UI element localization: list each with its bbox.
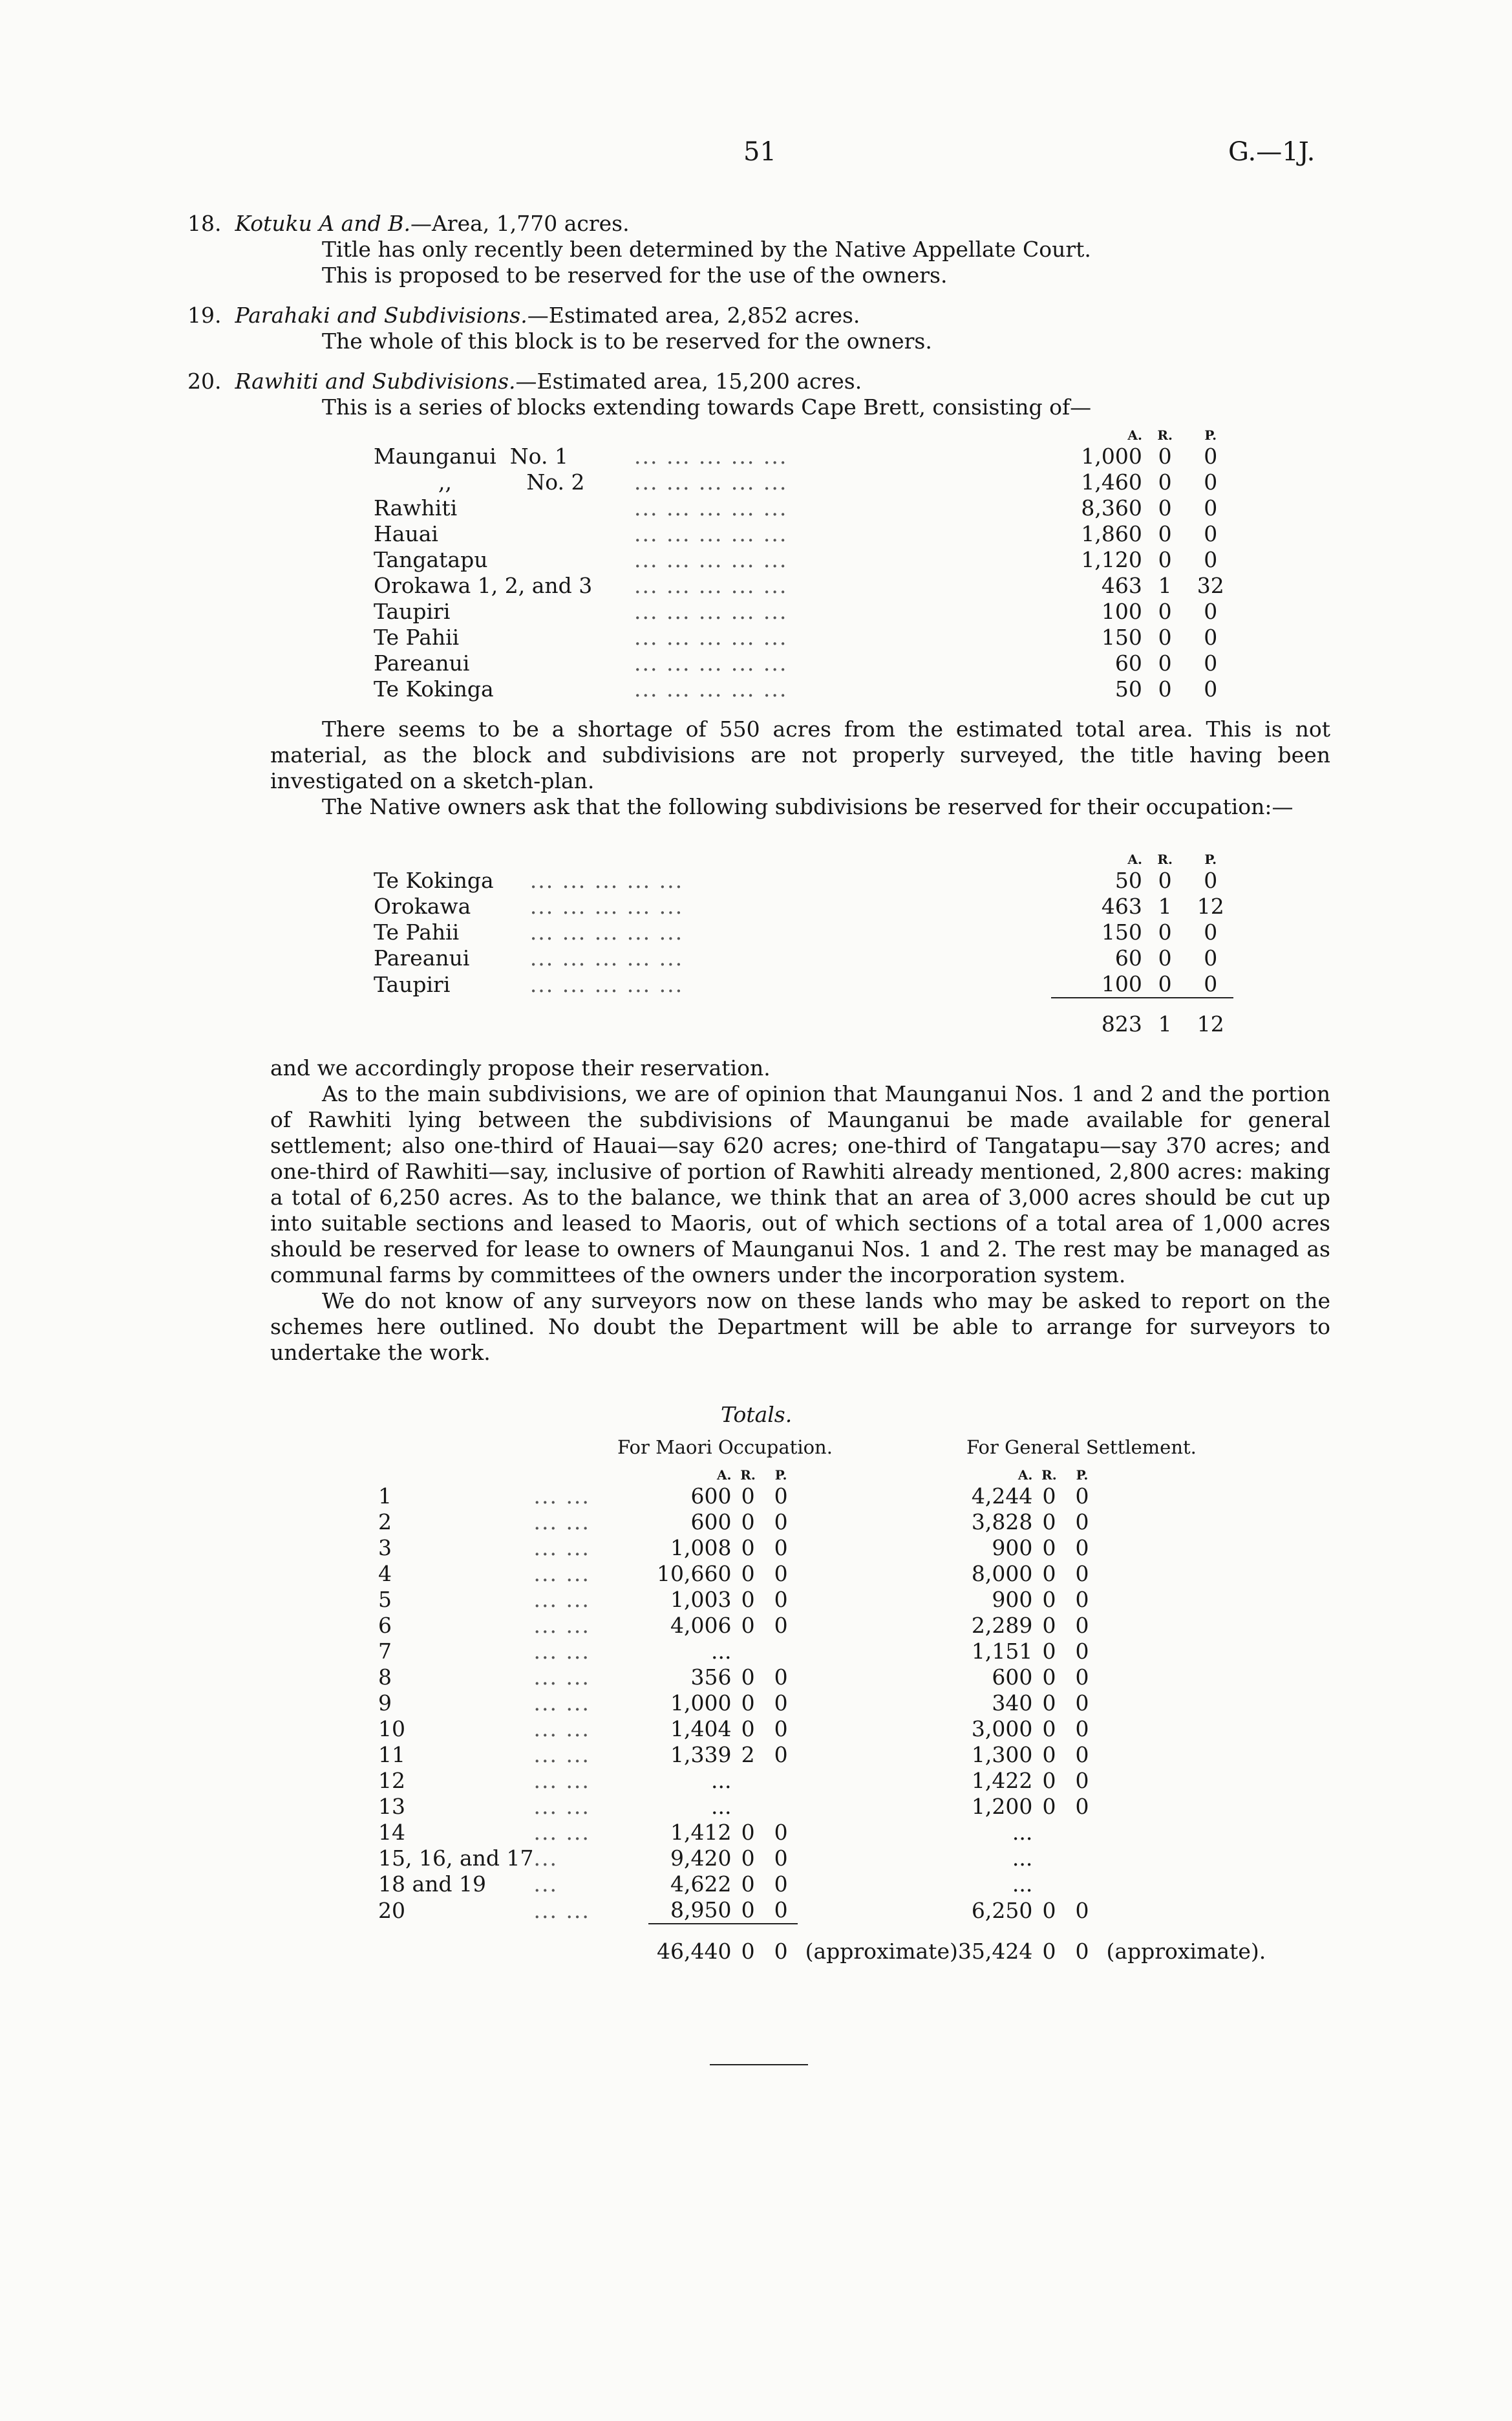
main-subdivisions-paragraph: As to the main subdivisions, we are of opinion that Maunganui Nos. 1 and 2 and the portion of Rawhiti lying between the subdivisions of Maunganui be made available for general settlement; also one-third of Hauai—say 620 acres; one-third of Tangatapu—say 370 acres; and one-third of Rawhiti—say, inclusive of portion of Rawhiti already mentioned, 2,800 acres: making a total of 6,250 acres. As to the balance, we think that an area of 3,000 acres should be cut up into suitable sections and leased to Maoris, out of which sections of a total area of 1,000 acres should be reserved for lease to owners of Maunganui Nos. 1 and 2. The rest may be managed as communal farms by committees of the owners under the incorporation system. (270, 1081, 1330, 1287)
section-19: 19. Parahaki and Subdivisions.—Estimated area, 2,852 acres. (187, 303, 860, 328)
section-20-title: Rawhiti and Subdivisions. (235, 369, 516, 394)
section-18: 18. Kotuku A and B.—Area, 1,770 acres. (187, 211, 630, 236)
table-row: 1 ... ... 600 0 0 4,244 0 0 (378, 1483, 1089, 1509)
table-row: 15, 16, and 17 ... 9,420 0 0 ... (378, 1845, 1033, 1871)
table-row: 5 ... ... 1,003 0 0 900 0 0 (378, 1587, 1089, 1612)
end-rule (710, 2064, 808, 2065)
table-row: 12 ... ... ... 1,422 0 0 (378, 1768, 1089, 1793)
table-row: 20 ... ... 8,950 0 0 6,250 0 0 (378, 1897, 1089, 1923)
table-row: Maunganui No. 1 ... ... ... ... ... 1,000 0 0 (374, 444, 1218, 469)
table-row: 14 ... ... 1,412 0 0 ... (378, 1820, 1033, 1845)
section-19-title: Parahaki and Subdivisions. (235, 303, 527, 328)
section-18-title: Kotuku A and B. (235, 211, 410, 236)
section-18-line-2: This is proposed to be reserved for the use of the owners. (322, 263, 948, 288)
section-20: 20. Rawhiti and Subdivisions.—Estimated area, 15,200 acres. (187, 369, 862, 394)
table-row: Taupiri ... ... ... ... ... 100 0 0 (374, 599, 1218, 624)
table-row: 4 ... ... 10,660 0 0 8,000 0 0 (378, 1561, 1089, 1586)
main-paragraphs (270, 1055, 1330, 1366)
table-row: Pareanui ... ... ... ... ... 60 0 0 (374, 945, 1218, 971)
table-row: Te Pahii ... ... ... ... ... 150 0 0 (374, 920, 1218, 945)
maori-occupation-heading: For Maori Occupation. (617, 1436, 833, 1458)
totals-table (378, 1467, 1335, 1964)
totals-sum-row: 46,440 0 0 (approximate) 35,424 0 0 (approximate). (378, 1924, 1335, 1964)
table-row: Rawhiti ... ... ... ... ... 8,360 0 0 (374, 495, 1218, 521)
table-row: 9 ... ... 1,000 0 0 340 0 0 (378, 1690, 1089, 1716)
table-row: Tangatapu ... ... ... ... ... 1,120 0 0 (374, 547, 1218, 572)
table-header: A. R. P. (1127, 852, 1217, 867)
table-row: Te Kokinga ... ... ... ... ... 50 0 0 (374, 868, 1218, 893)
table-row: 10 ... ... 1,404 0 0 3,000 0 0 (378, 1716, 1089, 1741)
table-total-row: 823 1 12 (374, 998, 1233, 1037)
table-row: Orokawa ... ... ... ... ... 463 1 12 (374, 894, 1224, 919)
rawhiti-blocks-table (374, 427, 1233, 702)
table-header: A. R. P. (1127, 427, 1217, 443)
table-row: Pareanui ... ... ... ... ... 60 0 0 (374, 651, 1218, 676)
section-20-line-1: This is a series of blocks extending towards Cape Brett, consisting of— (322, 394, 1092, 420)
table-row: 8 ... ... 356 0 0 600 0 0 (378, 1664, 1089, 1690)
table-row: 6 ... ... 4,006 0 0 2,289 0 0 (378, 1613, 1089, 1638)
document-reference: G.—1J. (1228, 137, 1315, 167)
table-row: Te Pahii ... ... ... ... ... 150 0 0 (374, 625, 1218, 650)
table-row: 2 ... ... 600 0 0 3,828 0 0 (378, 1509, 1089, 1534)
totals-title: Totals. (721, 1402, 793, 1427)
table-row: 11 ... ... 1,339 2 0 1,300 0 0 (378, 1742, 1089, 1767)
section-18-line-1: Title has only recently been determined by the Native Appellate Court. (322, 237, 1091, 262)
reserved-blocks-table (374, 851, 1233, 1037)
general-settlement-heading: For General Settlement. (966, 1436, 1197, 1458)
table-row: ,, No. 2 ... ... ... ... ... 1,460 0 0 (438, 469, 1218, 495)
table-row: Taupiri ... ... ... ... ... 100 0 0 (374, 971, 1218, 997)
table-row: Te Kokinga ... ... ... ... ... 50 0 0 (374, 676, 1218, 702)
table-row: 18 and 19 ... 4,622 0 0 ... (378, 1871, 1033, 1897)
table-row: 13 ... ... ... 1,200 0 0 (378, 1794, 1089, 1819)
table-row: 3 ... ... 1,008 0 0 900 0 0 (378, 1535, 1089, 1560)
table-row: Hauai ... ... ... ... ... 1,860 0 0 (374, 521, 1218, 546)
page-number: 51 (743, 137, 776, 167)
surveyors-paragraph: We do not know of any surveyors now on these lands who may be asked to report on the schemes here outlined. No doubt the Department will be able to arrange for surveyors to undertake the work. (270, 1288, 1330, 1365)
reservation-line: and we accordingly propose their reservation. (270, 1055, 771, 1081)
shortage-paragraph: There seems to be a shortage of 550 acres from the estimated total area. This is not material, as the block and subdivisions are not properly surveyed, the title having been investigated on a sketch-plan. The Native owners ask that the following subdivisions be reserved for their occupation:— (270, 716, 1330, 819)
table-header: A. R. P. A. R. P. (716, 1467, 1089, 1483)
table-row: 7 ... ... ... 1,151 0 0 (378, 1639, 1089, 1664)
table-row: Orokawa 1, 2, and 3 ... ... ... ... ... 463 1 32 (374, 573, 1224, 598)
section-19-line-1: The whole of this block is to be reserved for the owners. (322, 328, 932, 354)
